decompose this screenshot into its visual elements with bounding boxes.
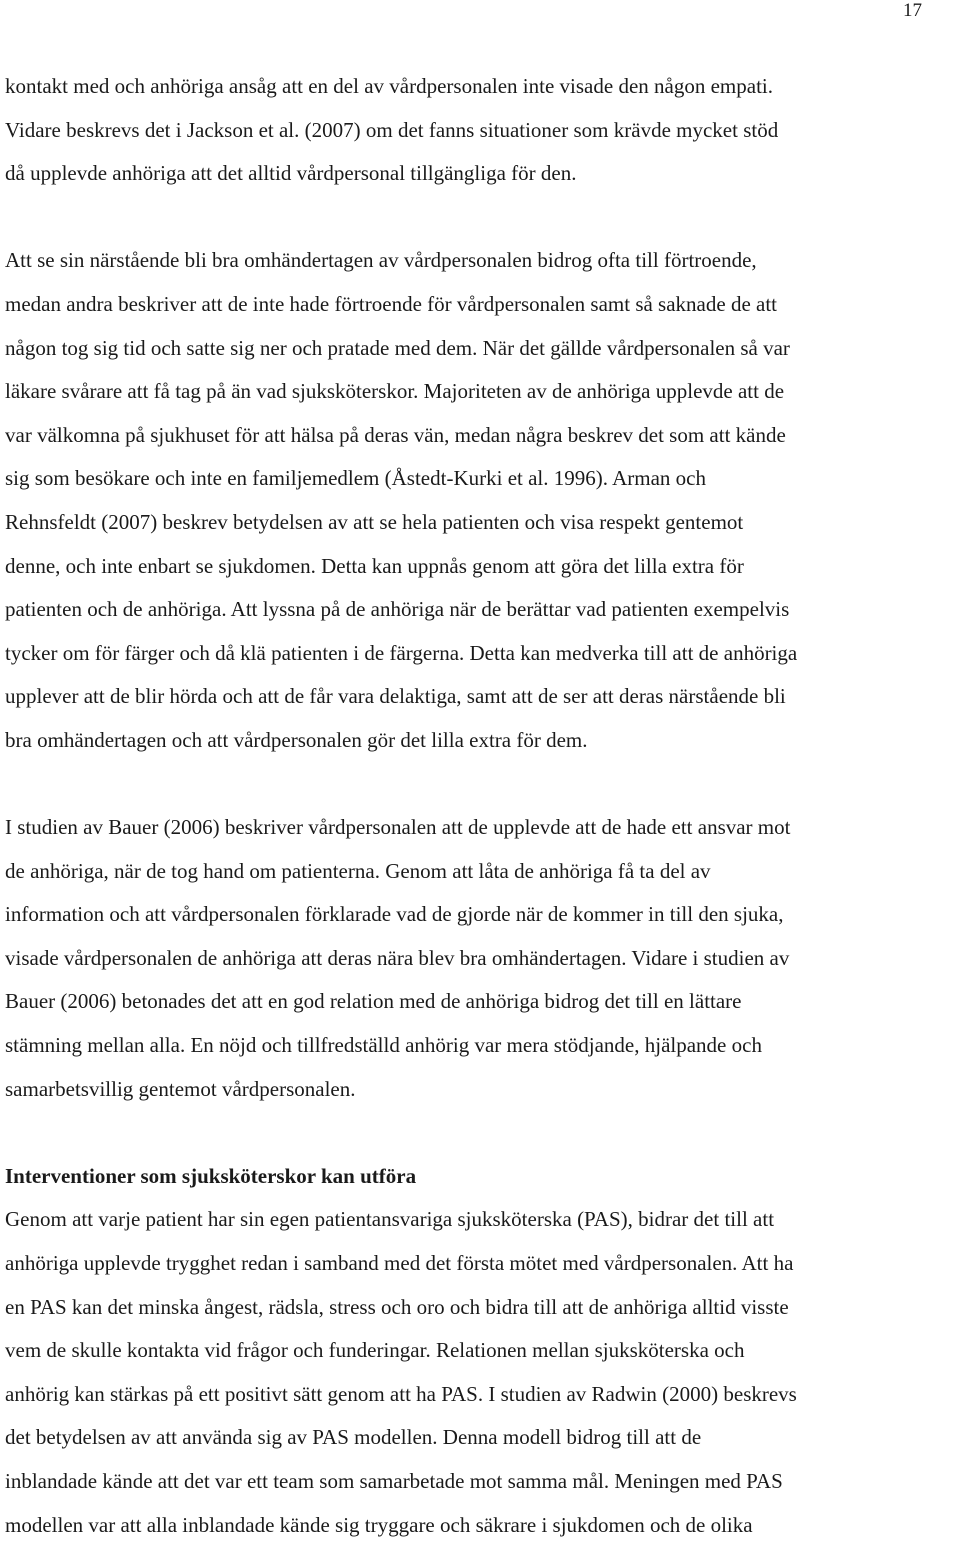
document-body: [5, 65, 957, 1547]
paragraph: [5, 806, 957, 1111]
text-line: någon tog sig tid och satte sig ner och pratade med dem. När det gällde vårdpersonalen så var: [5, 335, 790, 360]
text-line: anhörig kan stärkas på ett positivt sätt genom att ha PAS. I studien av Radwin (2000) beskrevs: [5, 1381, 797, 1406]
paragraph: [5, 239, 957, 762]
text-line: en PAS kan det minska ångest, rädsla, stress och oro och bidra till att de anhöriga alltid visste: [5, 1294, 789, 1319]
text-line: var välkomna på sjukhuset för att hälsa på deras vän, medan några beskrev det som att kände: [5, 422, 786, 447]
text-line: Genom att varje patient har sin egen patientansvariga sjuksköterska (PAS), bidrar det till att: [5, 1207, 775, 1232]
text-line: samarbetsvillig gentemot vårdpersonalen.: [5, 1076, 356, 1101]
text-line: medan andra beskriver att de inte hade förtroende för vårdpersonalen samt så saknade de att: [5, 291, 778, 316]
text-line: sig som besökare och inte en familjemedlem (Åstedt-Kurki et al. 1996). Arman och: [5, 466, 706, 491]
text-line: kontakt med och anhöriga ansåg att en del av vårdpersonalen inte visade den någon empati.: [5, 74, 773, 98]
text-line: inblandade kände att det var ett team som samarbetade mot samma mål. Meningen med PAS: [5, 1469, 783, 1493]
paragraph-spacer: [5, 196, 957, 240]
text-line: Vidare beskrevs det i Jackson et al. (2007) om det fanns situationer som krävde mycket stöd: [5, 117, 779, 142]
text-line: Bauer (2006) betonades det att en god relation med de anhöriga bidrog det till en lättare: [5, 989, 742, 1014]
text-line: patienten och de anhöriga. Att lyssna på de anhöriga när de berättar vad patienten exempelvis: [5, 597, 790, 622]
text-line: modellen var att alla inblandade kände sig tryggare och säkrare i sjukdomen och de olika: [5, 1512, 753, 1537]
text-line: upplever att de blir hörda och att de får vara delaktiga, samt att de ser att deras närstående bli: [5, 684, 786, 709]
text-line: tycker om för färger och då klä patienten i de färgerna. Detta kan medverka till att de anhöriga: [5, 640, 798, 665]
text-line: läkare svårare att få tag på än vad sjuksköterskor. Majoriteten av de anhöriga upplevde att de: [5, 379, 785, 404]
text-line: då upplevde anhöriga att det alltid vårdpersonal tillgängliga för den.: [5, 161, 577, 186]
page-number: 17: [903, 0, 922, 21]
text-line: de anhöriga, när de tog hand om patienterna. Genom att låta de anhöriga få ta del av: [5, 858, 711, 883]
text-line: det betydelsen av att använda sig av PAS modellen. Denna modell bidrog till att de: [5, 1425, 702, 1450]
text-line: bra omhändertagen och att vårdpersonalen gör det lilla extra för dem.: [5, 727, 588, 752]
text-line: information och att vårdpersonalen förklarade vad de gjorde när de kommer in till den sjuka,: [5, 902, 784, 927]
text-line: Att se sin närstående bli bra omhändertagen av vårdpersonalen bidrog ofta till förtroende,: [5, 248, 757, 273]
paragraph: [5, 65, 957, 196]
text-line: Rehnsfeldt (2007) beskrev betydelsen av att se hela patienten och visa respekt gentemot: [5, 509, 744, 534]
text-line: visade vårdpersonalen de anhöriga att deras nära blev bra omhändertagen. Vidare i studien av: [5, 945, 790, 970]
text-line: denne, och inte enbart se sjukdomen. Detta kan uppnås genom att göra det lilla extra för: [5, 553, 744, 578]
text-line: anhöriga upplevde trygghet redan i samband med det första mötet med vårdpersonalen. Att ha: [5, 1251, 794, 1276]
section: [5, 1155, 957, 1547]
text-line: stämning mellan alla. En nöjd och tillfredställd anhörig var mera stödjande, hjälpande och: [5, 1033, 762, 1058]
text-line: I studien av Bauer (2006) beskriver vårdpersonalen att de upplevde att de hade ett ansvar mot: [5, 815, 791, 840]
paragraph-spacer: [5, 763, 957, 807]
paragraph-spacer: [5, 1111, 957, 1155]
text-line: vem de skulle kontakta vid frågor och funderingar. Relationen mellan sjuksköterska och: [5, 1338, 745, 1363]
section-heading: Interventioner som sjuksköterskor kan utföra: [5, 1163, 417, 1188]
